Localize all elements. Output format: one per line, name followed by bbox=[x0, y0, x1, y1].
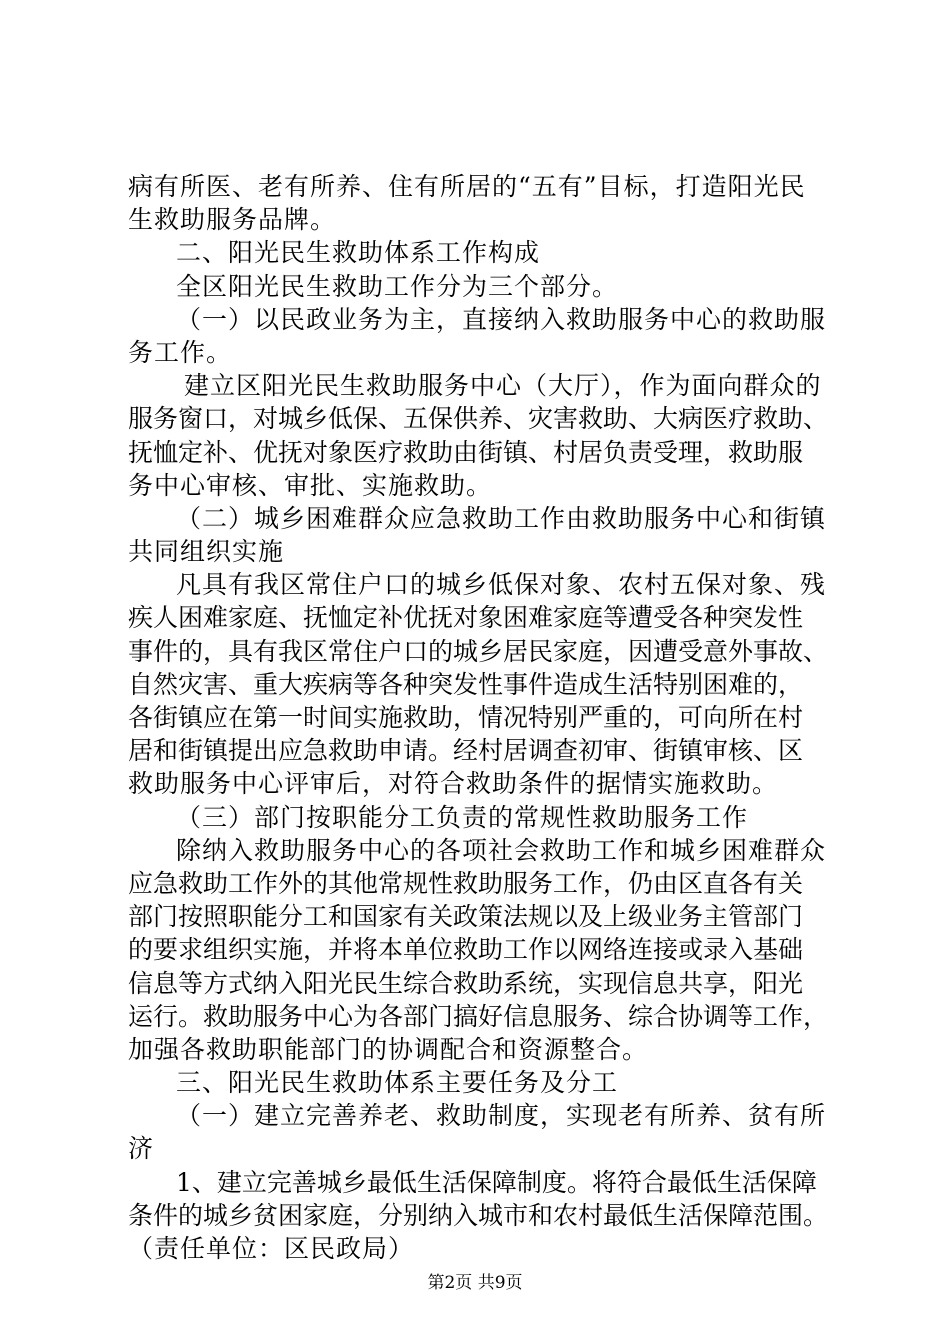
text-line: 服务窗口，对城乡低保、五保供养、灾害救助、大病医疗救助、 bbox=[128, 404, 829, 434]
text-line: 加强各救助职能部门的协调配合和资源整合。 bbox=[128, 1034, 649, 1064]
text-line: 共同组织实施 bbox=[128, 537, 285, 567]
text-line: 建立区阳光民生救助服务中心（大厅），作为面向群众的 bbox=[184, 371, 822, 401]
text-line: 三、阳光民生救助体系主要任务及分工 bbox=[176, 1068, 619, 1098]
text-line: （责任单位：区民政局） bbox=[128, 1234, 415, 1263]
text-line: 全区阳光民生救助工作分为三个部分。 bbox=[176, 271, 619, 301]
text-line: 事件的，具有我区常住户口的城乡居民家庭，因遭受意外事故、 bbox=[128, 636, 829, 666]
text-line: 部门按照职能分工和国家有关政策法规以及上级业务主管部门 bbox=[128, 902, 804, 932]
text-line: 运行。救助服务中心为各部门搞好信息服务、综合协调等工作， bbox=[128, 1001, 829, 1031]
text-line: 各街镇应在第一时间实施救助，情况特别严重的，可向所在村 bbox=[128, 703, 804, 732]
text-line: 条件的城乡贫困家庭，分别纳入城市和农村最低生活保障范围。 bbox=[128, 1200, 829, 1230]
text-line: （二）城乡困难群众应急救助工作由救助服务中心和街镇 bbox=[176, 503, 827, 533]
text-line: 除纳入救助服务中心的各项社会救助工作和城乡困难群众 bbox=[176, 835, 827, 865]
text-line: 自然灾害、重大疾病等各种突发性事件造成生活特别困难的， bbox=[128, 669, 804, 699]
text-line: （三）部门按职能分工负责的常规性救助服务工作 bbox=[176, 802, 749, 832]
text-line: 务中心审核、审批、实施救助。 bbox=[128, 470, 493, 500]
text-line: （一）以民政业务为主，直接纳入救助服务中心的救助服 bbox=[176, 304, 827, 334]
text-line: 应急救助工作外的其他常规性救助服务工作，仍由区直各有关 bbox=[128, 868, 804, 898]
page-footer: 第2页 共9页 bbox=[427, 1273, 523, 1293]
text-line: 二、阳光民生救助体系工作构成 bbox=[176, 238, 541, 268]
text-line: 疾人困难家庭、抚恤定补优抚对象困难家庭等遭受各种突发性 bbox=[128, 603, 804, 633]
document-body bbox=[128, 170, 828, 1265]
text-line: 信息等方式纳入阳光民生综合救助系统，实现信息共享，阳光 bbox=[128, 968, 804, 998]
text-line: 病有所医、老有所养、住有所居的“五有”目标，打造阳光民 bbox=[128, 172, 806, 201]
text-line: 救助服务中心评审后，对符合救助条件的据情实施救助。 bbox=[128, 769, 779, 799]
text-line: 居和街镇提出应急救助申请。经村居调查初审、街镇审核、区 bbox=[128, 736, 804, 766]
text-line: 的要求组织实施，并将本单位救助工作以网络连接或录入基础 bbox=[128, 935, 804, 965]
text-line: 凡具有我区常住户口的城乡低保对象、农村五保对象、残 bbox=[176, 570, 827, 600]
text-line: 济 bbox=[128, 1134, 155, 1164]
text-line: 1、建立完善城乡最低生活保障制度。将符合最低生活保障 bbox=[176, 1167, 817, 1197]
text-line: 生救助服务品牌。 bbox=[128, 205, 337, 235]
text-line: 务工作。 bbox=[128, 337, 233, 367]
text-line: 抚恤定补、优抚对象医疗救助由街镇、村居负责受理，救助服 bbox=[128, 437, 804, 467]
text-line: （一）建立完善养老、救助制度，实现老有所养、贫有所 bbox=[176, 1101, 827, 1131]
